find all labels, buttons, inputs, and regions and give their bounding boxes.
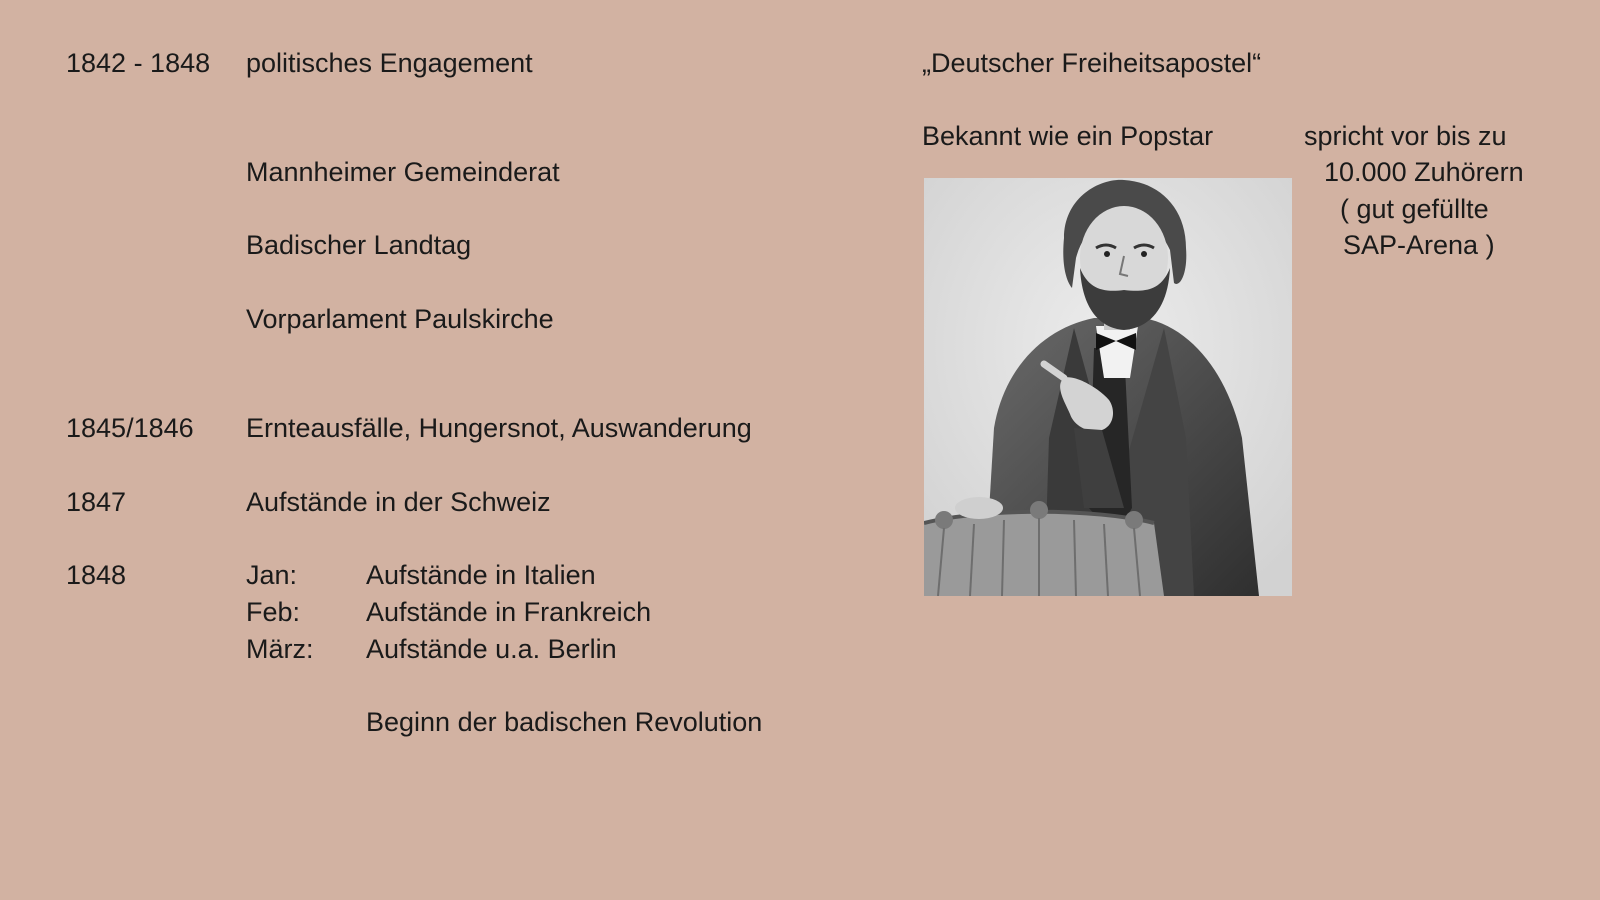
year-1845-1846: 1845/1846	[66, 413, 194, 443]
month-feb: Feb:	[246, 597, 301, 627]
political-item-paulskirche: Vorparlament Paulskirche	[246, 304, 554, 334]
freiheitsapostel-title: „Deutscher Freiheitsapostel“	[922, 48, 1262, 78]
note-badische-revolution: Beginn der badischen Revolution	[366, 707, 763, 737]
audience-line-1: spricht vor bis zu	[1304, 121, 1507, 151]
audience-line-2: 10.000 Zuhörern	[1324, 157, 1524, 187]
year-1842-1848: 1842 - 1848	[66, 48, 211, 78]
year-1848: 1848	[66, 560, 127, 590]
event-jan: Aufstände in Italien	[366, 560, 596, 590]
event-maerz: Aufstände u.a. Berlin	[366, 634, 617, 664]
political-item-gemeinderat: Mannheimer Gemeinderat	[246, 157, 560, 187]
audience-line-3: ( gut gefüllte	[1340, 194, 1489, 224]
label-aufstaende-schweiz: Aufstände in der Schweiz	[246, 487, 551, 517]
audience-line-4: SAP-Arena )	[1343, 230, 1495, 260]
event-feb: Aufstände in Frankreich	[366, 597, 652, 627]
portrait-image	[924, 178, 1292, 596]
year-1847: 1847	[66, 487, 127, 517]
month-jan: Jan:	[246, 560, 298, 590]
label-ernteausfaelle: Ernteausfälle, Hungersnot, Auswanderung	[246, 413, 752, 443]
label-politisches-engagement: politisches Engagement	[246, 48, 533, 78]
popstar-text: Bekannt wie ein Popstar	[922, 121, 1214, 151]
political-item-landtag: Badischer Landtag	[246, 230, 472, 260]
month-maerz: März:	[246, 634, 314, 664]
